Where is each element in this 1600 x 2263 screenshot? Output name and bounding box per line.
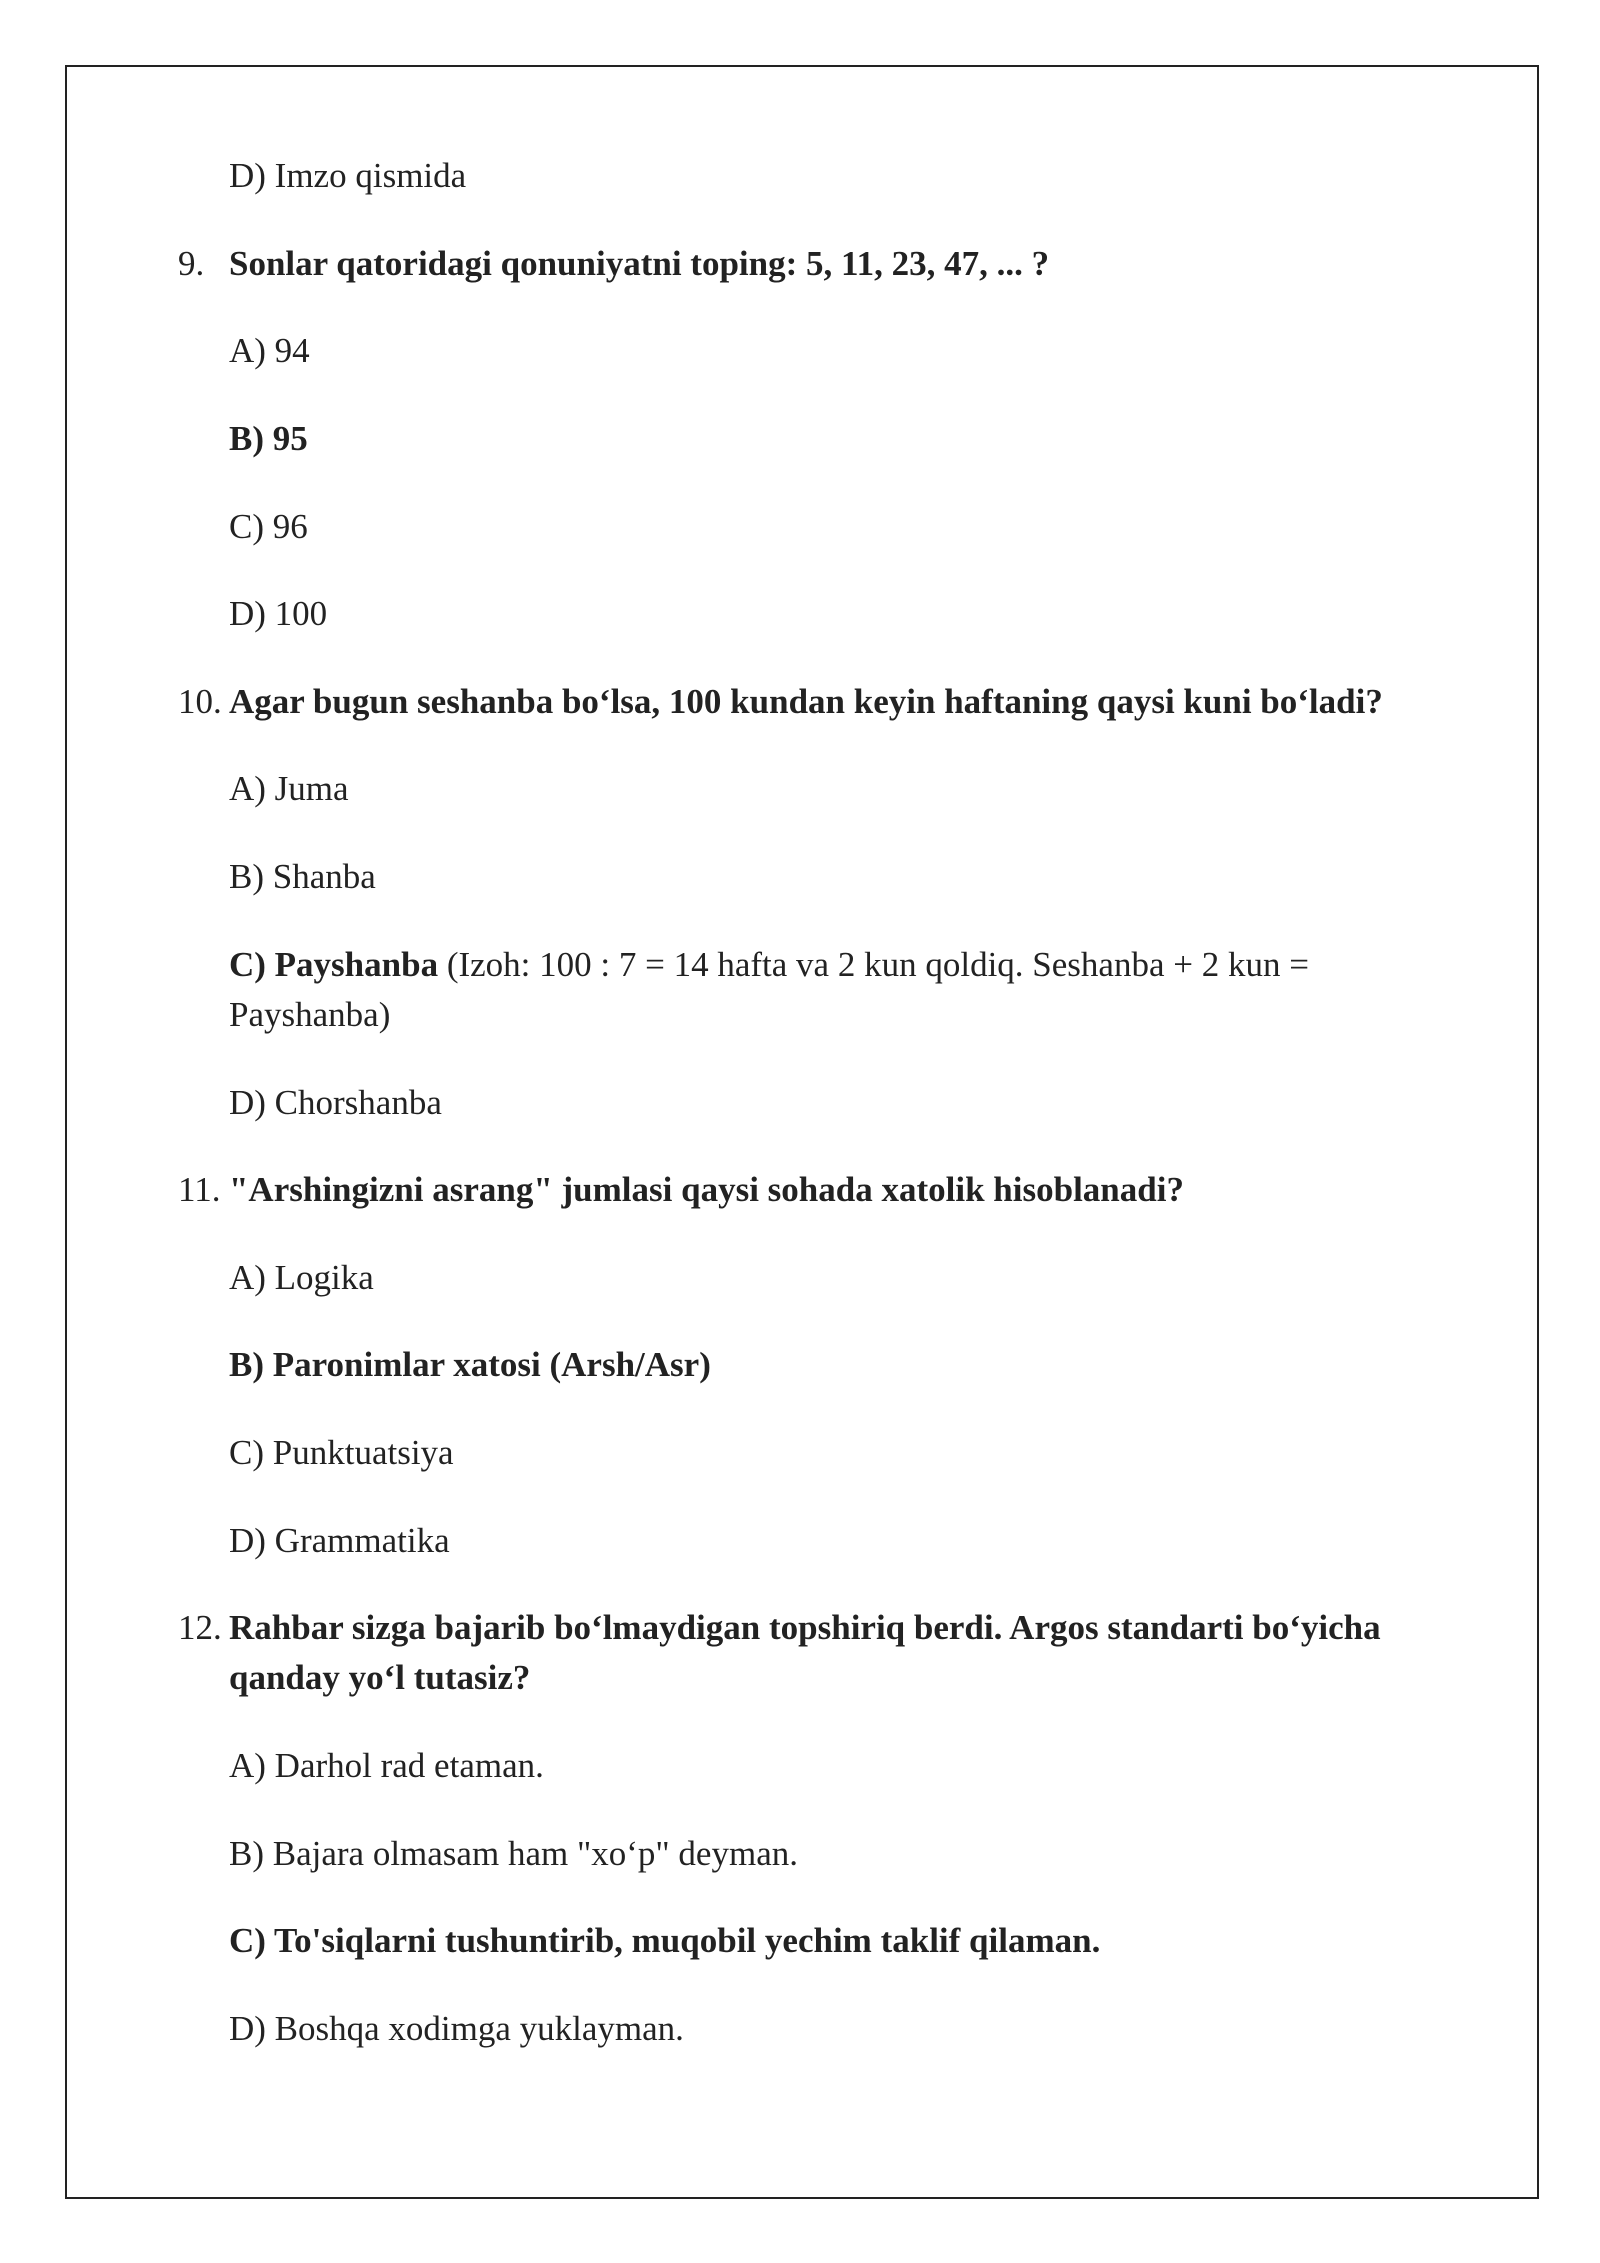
- option-11d: D) Grammatika: [229, 1521, 450, 1560]
- option-9b-correct: B) 95: [229, 419, 308, 458]
- option-10c-label: C) Payshanba: [229, 945, 439, 984]
- option-9c: C) 96: [229, 507, 308, 546]
- question-10-text: Agar bugun seshanba bo‘lsa, 100 kundan keyin haftaning qaysi kuni bo‘ladi?: [229, 682, 1383, 721]
- question-10-number: 10.: [178, 682, 222, 721]
- question-9-number: 9.: [178, 244, 205, 283]
- option-12b: B) Bajara olmasam ham "xo‘p" deyman.: [229, 1834, 798, 1873]
- option-12a: A) Darhol rad etaman.: [229, 1746, 544, 1785]
- question-11-text: "Arshingizni asrang" jumlasi qaysi sohada xatolik hisoblanadi?: [229, 1170, 1184, 1209]
- option-12d: D) Boshqa xodimga yuklayman.: [229, 2009, 684, 2048]
- question-11-number: 11.: [178, 1170, 221, 1209]
- option-10c-note: (Izoh: 100 : 7 = 14 hafta va 2 kun qoldiq. Seshanba + 2 kun =: [446, 945, 1309, 984]
- question-12-text-line1: Rahbar sizga bajarib bo‘lmaydigan topshiriq berdi. Argos standarti bo‘yicha: [229, 1608, 1381, 1647]
- question-12-number: 12.: [178, 1608, 222, 1647]
- option-11a: A) Logika: [229, 1258, 374, 1297]
- option-9d: D) 100: [229, 594, 328, 633]
- option-10d: D) Chorshanba: [229, 1083, 442, 1122]
- option-10c-correct: [229, 939, 1309, 990]
- option-12c-correct: C) To'siqlarni tushuntirib, muqobil yechim taklif qilaman.: [229, 1921, 1101, 1960]
- option-11b-correct: B) Paronimlar xatosi (Arsh/Asr): [229, 1345, 711, 1384]
- question-9-text: Sonlar qatoridagi qonuniyatni toping: 5, 11, 23, 47, ... ?: [229, 244, 1050, 283]
- option-10a: A) Juma: [229, 769, 349, 808]
- option-9a: A) 94: [229, 331, 310, 370]
- option-8d: D) Imzo qismida: [229, 156, 467, 195]
- question-12-text-line2: qanday yo‘l tutasiz?: [229, 1658, 531, 1697]
- option-11c: C) Punktuatsiya: [229, 1433, 454, 1472]
- option-10c-note-continued: Payshanba): [229, 995, 391, 1034]
- option-10b: B) Shanba: [229, 857, 376, 896]
